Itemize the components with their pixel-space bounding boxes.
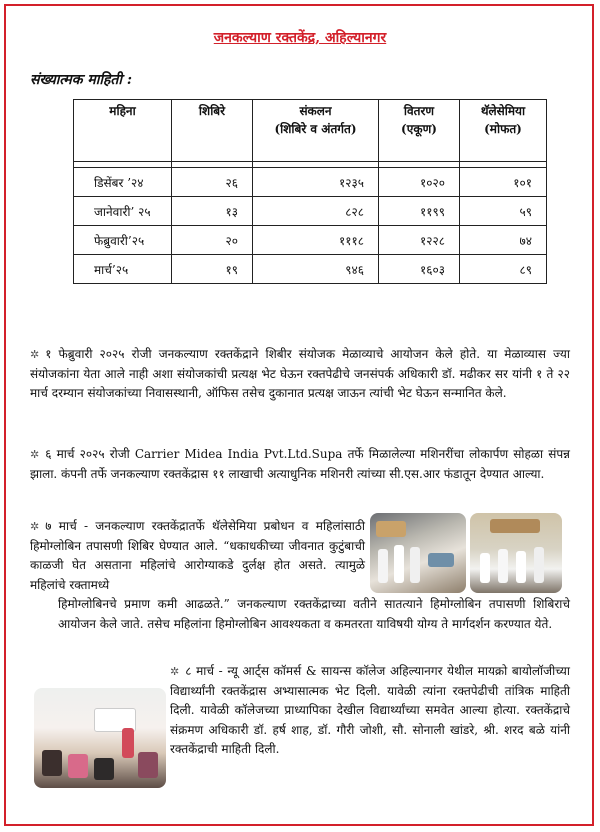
bullet-text: १ फेब्रुवारी २०२५ रोजी जनकल्याण रक्तकेंद्राने शिबीर संयोजक मेळाव्याचे आयोजन केले होते. या मेळाव्यास ज्या संयोजकांना येता आले नाही अशा संयोजकांची प्रत्यक्ष भेट घेऊन रक्तपेढीचे जनसंपर्क अधिकारी डॉ. मढीकर सर यांनी १ ते २२ मार्च दरम्यान संयोजकांच्या निवासस्थानी, ऑफिस तसेच दुकानात प्रत्यक्ष जाऊन त्यांची भेट घेऊन सन्मानित केले. [30, 347, 570, 400]
bullet-text: ८ मार्च - न्यू आर्ट्स कॉमर्स & सायन्स कॉलेज अहिल्यानगर येथील मायक्रो बायोलॉजीच्या विद्यार्थ्यांनी रक्तकेंद्रास अभ्यासात्मक भेट दिली. यावेळी त्यांना रक्तपेढीची तांत्रिक माहिती दिली. यावेळी कॉलेजच्या प्राध्यापिका देखील विद्यार्थ्यांच्या समवेत आल्या होत्या. रक्तकेंद्राचे संक्रमण अधिकारी डॉ. हर्ष शाह, डॉ. गौरी जोशी, सौ. सोनाली खांडरे, श्री. शरद बळे यांनी रक्तकेंद्राची माहिती दिली. [170, 664, 570, 756]
bullet-paragraph-hemoglobin [30, 517, 365, 595]
college-visit-photo [34, 688, 166, 788]
header-thalassemia: थॅलेसेमिया (मोफत) [460, 100, 547, 162]
header-camps: शिबिरे [172, 100, 253, 162]
page-title [0, 28, 600, 47]
cell-collection: ८२८ [253, 197, 379, 226]
cell-distribution: ११९९ [379, 197, 460, 226]
cell-camps: १९ [172, 255, 253, 284]
cell-distribution: १२२८ [379, 226, 460, 255]
cell-month: फेब्रुवारी’२५ [74, 226, 172, 255]
table-row [74, 197, 547, 226]
cell-distribution: १६०३ [379, 255, 460, 284]
page-title-text: जनकल्याण रक्तकेंद्र, अहिल्यानगर [213, 30, 387, 46]
stats-heading: संख्यात्मक माहिती : [30, 72, 133, 88]
bullet-text: ७ मार्च - जनकल्याण रक्तकेंद्रातर्फे थॅलेसेमिया प्रबोधन व महिलांसाठी हिमोग्लोबिन तपासणी शिबिर घेण्यात आले. “धकाधकीच्या जीवनात कुटुंबाची काळजी घेत असताना महिलांचे आरोग्याकडे दुर्लक्ष होत असते. त्यामुळे महिलांचे रक्तामध्ये [30, 519, 365, 592]
cell-camps: २६ [172, 168, 253, 197]
cell-distribution: १०२० [379, 168, 460, 197]
cell-thalassemia: ८९ [460, 255, 547, 284]
stats-table [73, 99, 547, 284]
table-row [74, 255, 547, 284]
cell-month: मार्च’२५ [74, 255, 172, 284]
bullet-star-icon: ✲ [30, 520, 40, 533]
bullet-paragraph-college-visit [170, 662, 570, 760]
bullet-paragraph-coordinators [30, 345, 570, 404]
bullet-star-icon: ✲ [170, 665, 180, 678]
cell-collection: १११८ [253, 226, 379, 255]
cell-thalassemia: १०१ [460, 168, 547, 197]
cell-camps: १३ [172, 197, 253, 226]
bullet-paragraph-hemoglobin-continued: हिमोग्लोबिनचे प्रमाण कमी आढळते.” जनकल्याण रक्तकेंद्राच्या वतीने सातत्याने हिमोग्लोबिन तपासणी शिबिराचे आयोजन केले जाते. तसेच महिलांना हिमोग्लोबिन आवश्यकता व कमतरता याविषयी योग्य ते मार्गदर्शन करण्यात येते. [58, 597, 570, 631]
table-row [74, 168, 547, 197]
bullet-star-icon: ✲ [30, 348, 40, 361]
cell-thalassemia: ५९ [460, 197, 547, 226]
table-header-row [74, 100, 547, 162]
cell-month: जानेवारी’ २५ [74, 197, 172, 226]
cell-collection: १२३५ [253, 168, 379, 197]
header-distribution: वितरण (एकूण) [379, 100, 460, 162]
hemoglobin-camp-photo-1 [370, 513, 466, 593]
cell-collection: ९४६ [253, 255, 379, 284]
header-month: महिना [74, 100, 172, 162]
cell-camps: २० [172, 226, 253, 255]
table-row [74, 226, 547, 255]
hemoglobin-camp-photo-2 [470, 513, 562, 593]
bullet-star-icon: ✲ [30, 448, 40, 461]
cell-thalassemia: ७४ [460, 226, 547, 255]
bullet-paragraph-machinery [30, 445, 570, 484]
cell-month: डिसेंबर ’२४ [74, 168, 172, 197]
bullet-text: ६ मार्च २०२५ रोजी Carrier Midea India Pvt.Ltd.Supa तर्फे मिळालेल्या मशिनरींचा लोकार्पण सोहळा संपन्न झाला. कंपनी तर्फे जनकल्याण रक्तकेंद्रास ११ लाखाची अत्याधुनिक मशिनरी त्यांच्या सी.एस.आर फंडातून देण्यात आल्या. [30, 447, 570, 481]
header-collection: संकलन (शिबिरे व अंतर्गत) [253, 100, 379, 162]
